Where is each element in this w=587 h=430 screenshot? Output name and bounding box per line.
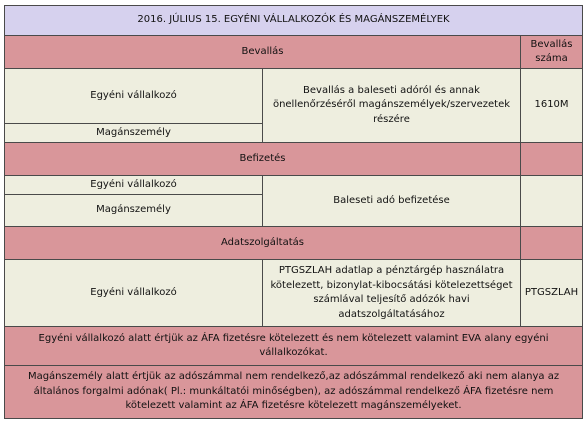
table-title: 2016. JÚLIUS 15. EGYÉNI VÁLLALKOZÓK ÉS MAGÁNSZEMÉLYEK <box>5 6 583 36</box>
bevallas-number-heading: Bevallás száma <box>521 36 583 69</box>
bevallas-form-number: 1610M <box>521 69 583 143</box>
befizetes-number-empty <box>521 143 583 176</box>
note-egyeni-vallalkozo: Egyéni vállalkozó alatt értjük az ÁFA fizetésre kötelezett és nem kötelezett valamint EVA alany egyéni vállalkozókat. <box>5 327 583 366</box>
adatszolgaltatas-description: PTGSZLAH adatlap a pénztárgép használatra kötelezett, bizonylat-kibocsátási kötelezettséget számlával teljesítő adózók havi adatszolgáltatásához <box>263 260 521 327</box>
deadline-table <box>4 5 583 419</box>
befizetes-subject-egyeni: Egyéni vállalkozó <box>5 176 263 195</box>
befizetes-heading: Befizetés <box>5 143 521 176</box>
bevallas-description: Bevallás a baleseti adóról és annak önellenőrzéséről magánszemélyek/szervezetek részére <box>263 69 521 143</box>
title-row <box>5 6 583 36</box>
table-row <box>5 260 583 327</box>
bevallas-header-row <box>5 36 583 69</box>
bevallas-heading: Bevallás <box>5 36 521 69</box>
note-row <box>5 366 583 419</box>
adatszolgaltatas-number-empty <box>521 227 583 260</box>
note-row <box>5 327 583 366</box>
bevallas-subject-magan: Magánszemély <box>5 124 263 143</box>
befizetes-form-empty <box>521 176 583 227</box>
adatszolgaltatas-header-row <box>5 227 583 260</box>
befizetes-subject-magan: Magánszemély <box>5 195 263 227</box>
table-row <box>5 69 583 124</box>
bevallas-subject-egyeni: Egyéni vállalkozó <box>5 69 263 124</box>
adatszolgaltatas-subject: Egyéni vállalkozó <box>5 260 263 327</box>
adatszolgaltatas-form-number: PTGSZLAH <box>521 260 583 327</box>
adatszolgaltatas-heading: Adatszolgáltatás <box>5 227 521 260</box>
befizetes-description: Baleseti adó befizetése <box>263 176 521 227</box>
befizetes-header-row <box>5 143 583 176</box>
table-row <box>5 176 583 195</box>
note-maganszemely: Magánszemély alatt értjük az adószámmal nem rendelkező,az adószámmal rendelkező aki nem alanya az általános forgalmi adónak( Pl.: munkáltatói minőségben), az adószámmal rendelkező ÁFA fizetésre nem kötelezett valamint az ÁFA fizetésre kötelezett magánszemélyeket. <box>5 366 583 419</box>
